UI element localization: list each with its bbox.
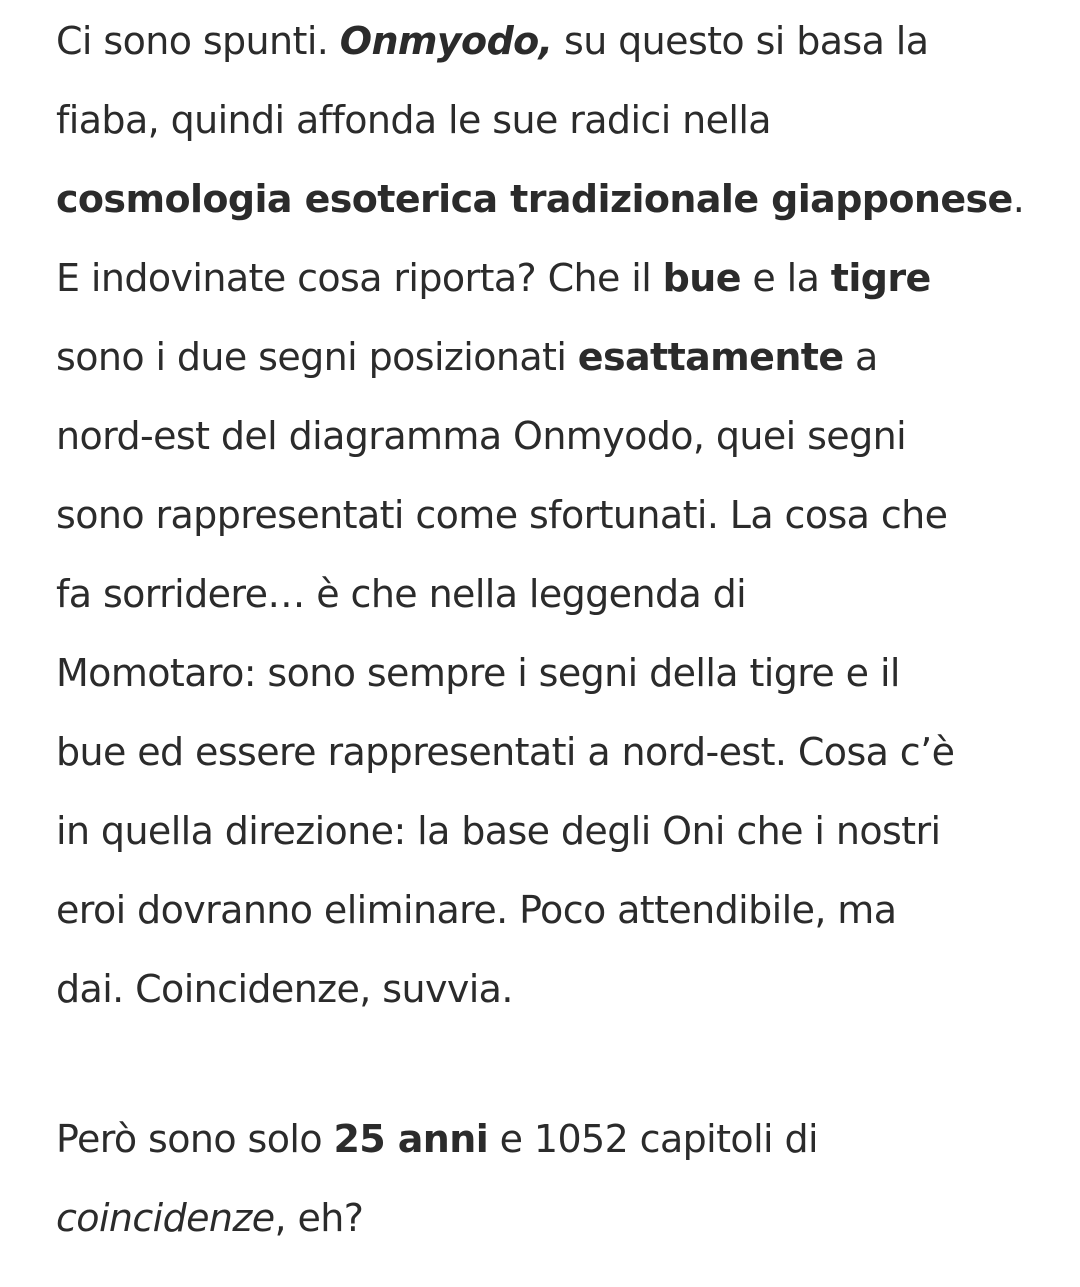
text-line [56, 634, 1046, 713]
text-line [56, 950, 1046, 1029]
text-run: su questo si basa la [552, 19, 929, 63]
text-run: Ci sono spunti. [56, 19, 340, 63]
text-line [56, 555, 1046, 634]
text-run: sono rappresentati come sfortunati. La cosa che [56, 493, 948, 537]
bold-esattamente: esattamente [577, 335, 844, 379]
bold-25-anni: 25 anni [333, 1117, 489, 1161]
text-run: dai. Coincidenze, suvvia. [56, 967, 513, 1011]
text-line [56, 160, 1046, 239]
text-line [56, 713, 1046, 792]
text-line [56, 239, 1046, 318]
bold-bue: bue [662, 256, 741, 300]
paragraph-coincidenze [56, 1100, 1046, 1258]
text-line [56, 792, 1046, 871]
text-run: . [1012, 177, 1025, 221]
text-run: e la [740, 256, 831, 300]
text-run: fiaba, quindi affonda le sue radici nella [56, 98, 771, 142]
text-run: E indovinate cosa riporta? Che il [56, 256, 663, 300]
text-line [56, 476, 1046, 555]
text-line [56, 318, 1046, 397]
text-line [56, 2, 1046, 81]
article-body [56, 0, 1046, 1258]
text-run: e 1052 capitoli di [488, 1117, 818, 1161]
text-run: Però sono solo [56, 1117, 334, 1161]
text-run: , eh? [274, 1196, 364, 1240]
text-run: fa sorridere… è che nella leggenda di [56, 572, 747, 616]
text-run: in quella direzione: la base degli Oni che i nostri [56, 809, 941, 853]
text-line [56, 397, 1046, 476]
text-run: sono i due segni posizionati [56, 335, 578, 379]
text-line [56, 1100, 1046, 1179]
text-run: Momotaro: sono sempre i segni della tigre e il [56, 651, 900, 695]
bold-tigre: tigre [830, 256, 931, 300]
text-run: bue ed essere rappresentati a nord-est. Cosa c’è [56, 730, 955, 774]
text-line [56, 81, 1046, 160]
italic-coincidenze: coincidenze [56, 1196, 275, 1240]
text-run: a [843, 335, 878, 379]
paragraph-onmyodo [56, 2, 1046, 1029]
emphasis-onmyodo: Onmyodo, [339, 19, 553, 63]
text-run: eroi dovranno eliminare. Poco attendibile, ma [56, 888, 897, 932]
bold-cosmologia: cosmologia esoterica tradizionale giapponese [56, 177, 1013, 221]
text-line [56, 871, 1046, 950]
text-line [56, 1179, 1046, 1258]
text-run: nord-est del diagramma Onmyodo, quei segni [56, 414, 907, 458]
